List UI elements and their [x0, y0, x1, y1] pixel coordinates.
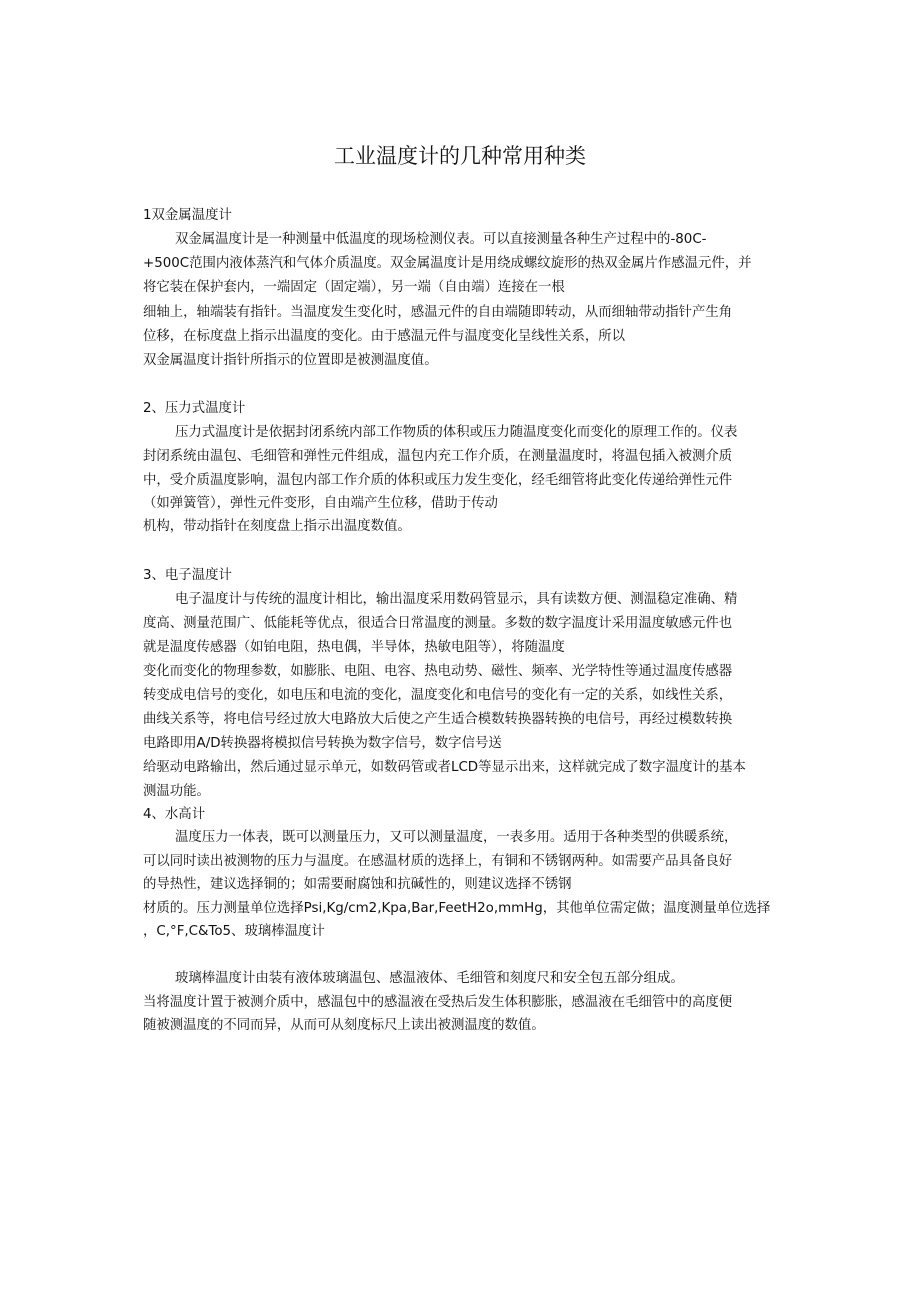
paragraph-line: 位移，在标度盘上指示出温度的变化。由于感温元件与温度变化呈线性关系，所以 — [143, 329, 626, 344]
paragraph-line: 转变成电信号的变化，如电压和电流的变化，温度变化和电信号的变化有一定的关系，如线性关系， — [143, 688, 733, 703]
paragraph-line: 给驱动电路输出，然后通过显示单元，如数码管或者LCD等显示出来，这样就完成了数字温度计的基本 — [143, 760, 746, 775]
paragraph-line: 细轴上，轴端装有指针。当温度发生变化时，感温元件的自由端随即转动，从而细轴带动指针产生角 — [143, 305, 733, 320]
paragraph-line: 随被测温度的不同而异，从而可从刻度标尺上读出被测温度的数值。 — [143, 1018, 545, 1033]
paragraph-line: 封闭系统由温包、毛细管和弹性元件组成，温包内充工作介质，在测量温度时，将温包插入被测介质 — [143, 449, 733, 464]
section-heading-pressure: 2、压力式温度计 — [143, 401, 246, 416]
paragraph-line: 玻璃棒温度计由装有液体玻璃温包、感温液体、毛细管和刻度尺和安全包五部分组成。 — [175, 971, 684, 986]
paragraph-line: 中，受介质温度影响，温包内部工作介质的体积或压力发生变化，经毛细管将此变化传递给弹性元件 — [143, 473, 733, 488]
paragraph-line: 机构，带动指针在刻度盘上指示出温度数值。 — [143, 519, 411, 534]
paragraph-line: 电子温度计与传统的温度计相比，输出温度采用数码管显示，具有读数方便、测温稳定准确、精 — [175, 592, 738, 607]
paragraph-line: 双金属温度计指针所指示的位置即是被测温度值。 — [143, 353, 438, 368]
paragraph-line: 变化而变化的物理参数，如膨胀、电阻、电容、热电动势、磁性、频率、光学特性等通过温度传感器 — [143, 664, 733, 679]
paragraph-line: 将它装在保护套内，一端固定（固定端），另一端（自由端）连接在一根 — [143, 280, 565, 295]
paragraph-line: （如弹簧管），弹性元件变形，自由端产生位移，借助于传动 — [143, 496, 498, 511]
paragraph-line: +500C范围内液体蒸汽和气体介质温度。双金属温度计是用绕成螺纹旋形的热双金属片作感温元件，并 — [143, 256, 752, 271]
paragraph-line: 就是温度传感器（如铂电阻，热电偶，半导体，热敏电阻等），将随温度 — [143, 640, 565, 655]
paragraph-line: 温度压力一体表，既可以测量压力，又可以测量温度，一表多用。适用于各种类型的供暖系统， — [175, 830, 738, 845]
paragraph-line: 曲线关系等，将电信号经过放大电路放大后使之产生适合模数转换器转换的电信号，再经过模数转换 — [143, 712, 733, 727]
paragraph-line: 材质的。压力测量单位选择Psi,Kg/cm2,Kpa,Bar,FeetH2o,mmHg，其他单位需定做；温度测量单位选择 — [143, 901, 771, 916]
paragraph-line: 可以同时读出被测物的压力与温度。在感温材质的选择上，有铜和不锈钢两种。如需要产品具备良好 — [143, 854, 733, 869]
paragraph-line: 测温功能。 — [143, 784, 210, 799]
paragraph-line: ，C,°F,C&To5、玻璃棒温度计 — [143, 924, 325, 939]
paragraph-line: 当将温度计置于被测介质中，感温包中的感温液在受热后发生体积膨胀，感温液在毛细管中的高度便 — [143, 995, 733, 1010]
paragraph-line: 双金属温度计是一种测量中低温度的现场检测仪表。可以直接测量各种生产过程中的-80C- — [175, 232, 707, 247]
section-heading-water-height: 4、水高计 — [143, 807, 206, 822]
paragraph-line: 压力式温度计是依据封闭系统内部工作物质的体积或压力随温度变化而变化的原理工作的。仪表 — [175, 425, 738, 440]
paragraph-line: 度高、测量范围广、低能耗等优点，很适合日常温度的测量。多数的数字温度计采用温度敏感元件也 — [143, 616, 733, 631]
section-heading-electronic: 3、电子温度计 — [143, 568, 232, 583]
paragraph-line: 的导热性，建议选择铜的；如需要耐腐蚀和抗碱性的，则建议选择不锈钢 — [143, 877, 572, 892]
document-title: 工业温度计的几种常用种类 — [334, 144, 586, 168]
paragraph-line: 电路即用A/D转换器将模拟信号转换为数字信号，数字信号送 — [143, 736, 502, 751]
section-heading-bimetal: 1双金属温度计 — [143, 208, 232, 223]
